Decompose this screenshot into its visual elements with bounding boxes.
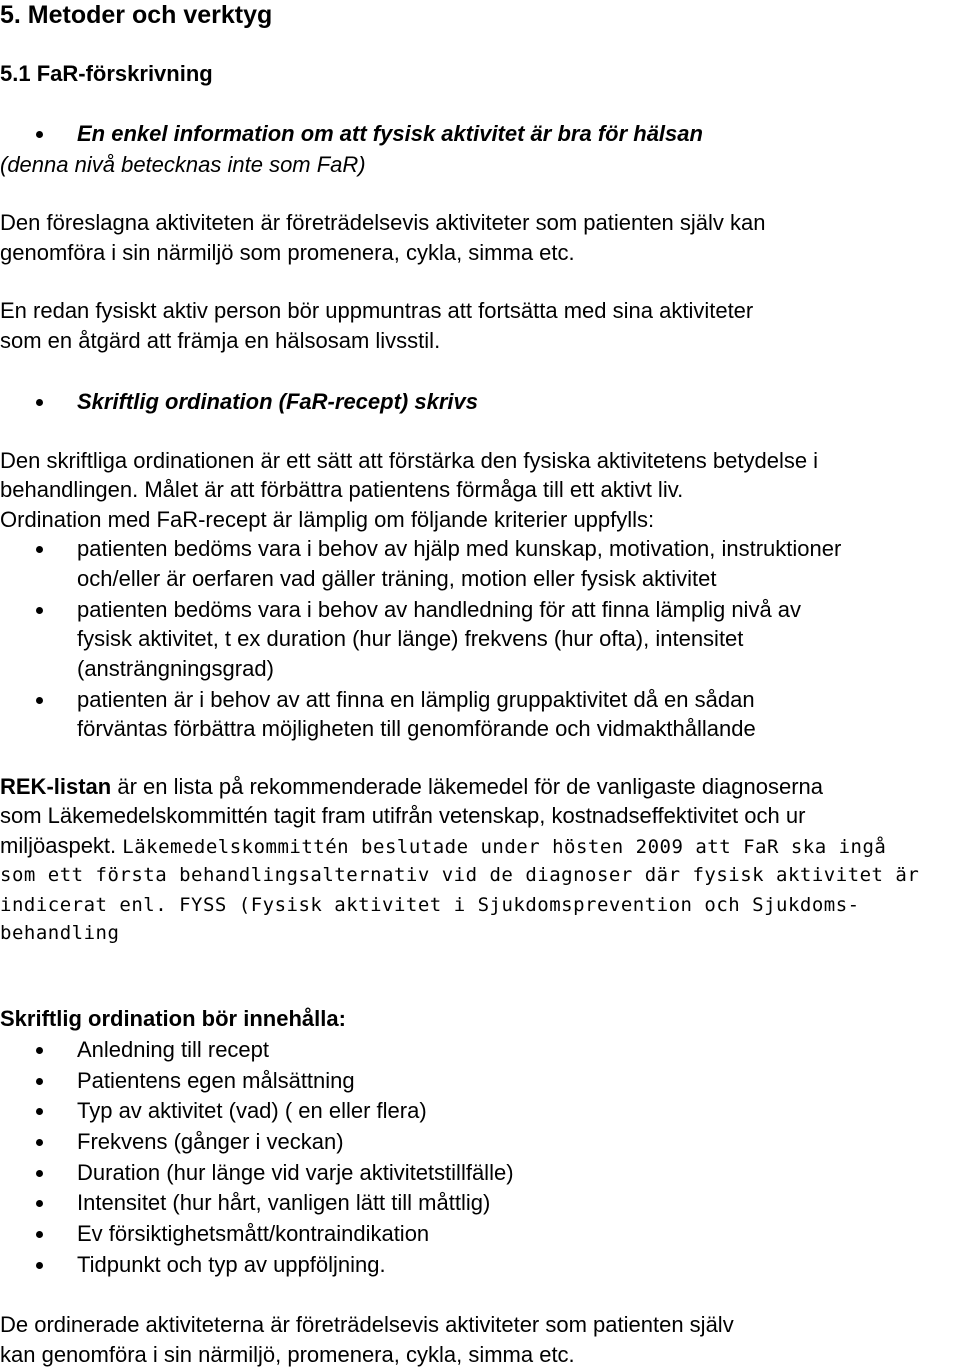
- contents-heading: Skriftlig ordination bör innehålla:: [0, 1006, 346, 1031]
- bullet-icon: [36, 399, 43, 406]
- closing-line2: kan genomföra i sin närmiljö, promenera, cykla, simma etc.: [0, 1342, 575, 1367]
- rek-line4: som ett första behandlingsalternativ vid de diagnoser där fysisk aktivitet är: [0, 864, 920, 886]
- bullet-icon: [36, 1139, 43, 1146]
- criteria-intro: Ordination med FaR-recept är lämplig om följande kriterier uppfylls:: [0, 507, 655, 532]
- level1-note: (denna nivå betecknas inte som FaR): [0, 152, 366, 177]
- level1-para2-line1: En redan fysiskt aktiv person bör uppmuntras att fortsätta med sina aktiviteter: [0, 298, 754, 323]
- rek-line3: miljöaspekt. Läkemedelskommittén beslutade under hösten 2009 att FaR ska ingå: [0, 833, 887, 858]
- contents-item: Anledning till recept: [77, 1037, 270, 1062]
- bullet-icon: [36, 1108, 43, 1115]
- bullet-icon: [36, 1170, 43, 1177]
- subsection-title: 5.1 FaR-förskrivning: [0, 61, 213, 86]
- contents-item: Duration (hur länge vid varje aktivitetstillfälle): [77, 1160, 514, 1185]
- bullet-icon: [36, 1262, 43, 1269]
- criteria-item-2-line1: patienten bedöms vara i behov av handledning för att finna lämplig nivå av: [77, 597, 802, 622]
- bullet-icon: [36, 1078, 43, 1085]
- level1-para1-line1: Den föreslagna aktiviteten är företrädelsevis aktiviteter som patienten själv kan: [0, 210, 766, 235]
- criteria-item-3-line2: förväntas förbättra möjligheten till genomförande och vidmakthållande: [77, 716, 756, 741]
- level2-para1-line1: Den skriftliga ordinationen är ett sätt att förstärka den fysiska aktivitetens betydelse i: [0, 448, 819, 473]
- level1-heading: En enkel information om att fysisk aktivitet är bra för hälsan: [77, 121, 703, 146]
- contents-item: Typ av aktivitet (vad) ( en eller flera): [77, 1098, 427, 1123]
- criteria-item-2-line3: (ansträngningsgrad): [77, 656, 274, 681]
- bullet-icon: [36, 1047, 43, 1054]
- rek-line1: REK-listan är en lista på rekommenderade läkemedel för de vanligaste diagnoserna: [0, 774, 824, 799]
- closing-line1: De ordinerade aktiviteterna är företrädelsevis aktiviteter som patienten själv: [0, 1312, 734, 1337]
- criteria-item-1-line1: patienten bedöms vara i behov av hjälp med kunskap, motivation, instruktioner: [77, 536, 842, 561]
- bullet-icon: [36, 1231, 43, 1238]
- rek-list-term: REK-listan: [0, 774, 112, 799]
- rek-line6: behandling: [0, 922, 120, 944]
- bullet-icon: [36, 607, 43, 614]
- contents-item: Patientens egen målsättning: [77, 1068, 355, 1093]
- level2-para1-line2: behandlingen. Målet är att förbättra patientens förmåga till ett aktivt liv.: [0, 477, 684, 502]
- rek-line5: indicerat enl. FYSS (Fysisk aktivitet i Sjukdomsprevention och Sjukdoms-: [0, 894, 860, 916]
- criteria-item-1-line2: och/eller är oerfaren vad gäller träning, motion eller fysisk aktivitet: [77, 566, 717, 591]
- criteria-item-2-line2: fysisk aktivitet, t ex duration (hur länge) frekvens (hur ofta), intensitet: [77, 626, 744, 651]
- contents-item: Ev försiktighetsmått/kontraindikation: [77, 1221, 430, 1246]
- bullet-icon: [36, 1200, 43, 1207]
- bullet-icon: [36, 131, 43, 138]
- contents-item: Intensitet (hur hårt, vanligen lätt till måttlig): [77, 1190, 491, 1215]
- contents-item: Tidpunkt och typ av uppföljning.: [77, 1252, 386, 1277]
- level2-heading: Skriftlig ordination (FaR-recept) skrivs: [77, 389, 478, 414]
- contents-item: Frekvens (gånger i veckan): [77, 1129, 344, 1154]
- section-title: 5. Metoder och verktyg: [0, 1, 273, 29]
- rek-line2: som Läkemedelskommittén tagit fram utifrån vetenskap, kostnadseffektivitet och ur: [0, 803, 806, 828]
- bullet-icon: [36, 697, 43, 704]
- criteria-item-3-line1: patienten är i behov av att finna en lämplig gruppaktivitet då en sådan: [77, 687, 755, 712]
- level1-para2-line2: som en åtgärd att främja en hälsosam livsstil.: [0, 328, 441, 353]
- level1-para1-line2: genomföra i sin närmiljö som promenera, cykla, simma etc.: [0, 240, 575, 265]
- bullet-icon: [36, 546, 43, 553]
